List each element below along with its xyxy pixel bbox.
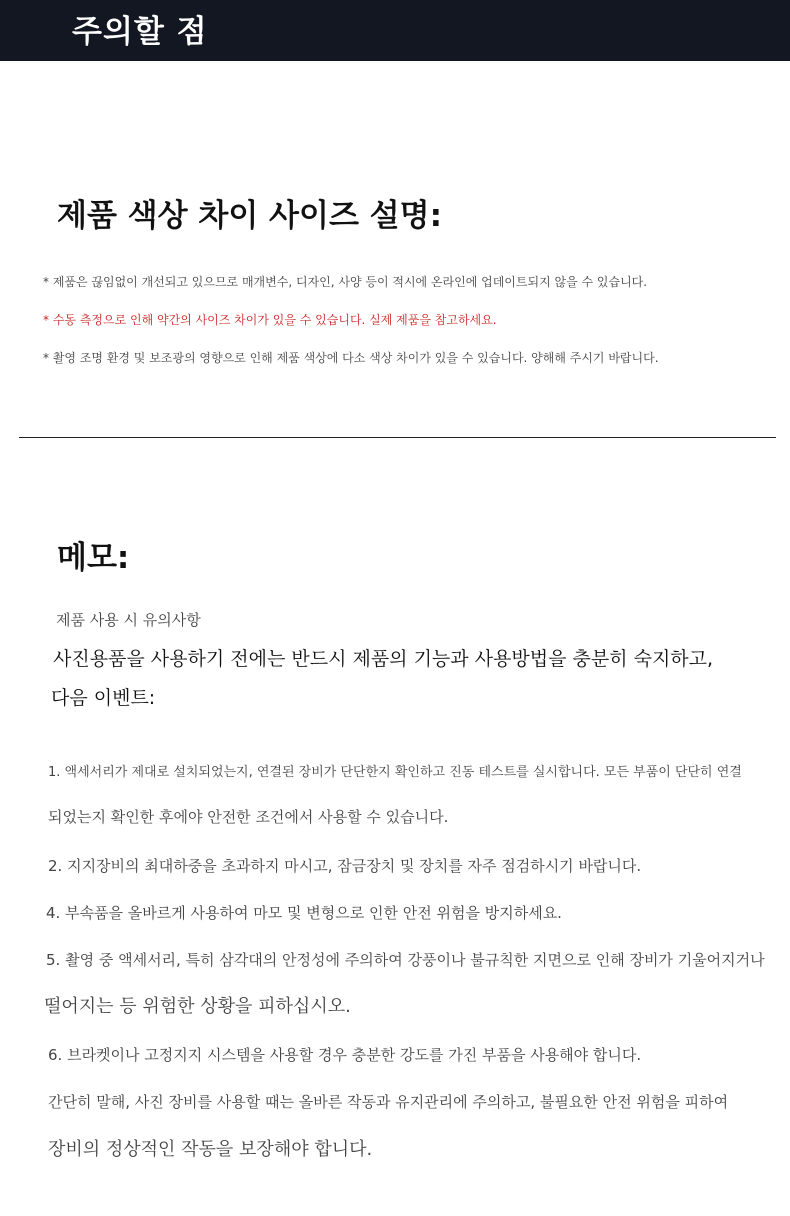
memo-subtitle: 제품 사용 시 유의사항 <box>56 611 201 629</box>
item-6: 6. 브라켓이나 고정지지 시스템을 사용할 경우 충분한 강도를 가진 부품을 사용해야 합니다. <box>48 1046 642 1064</box>
item-5-line-1: 5. 촬영 중 액세서리, 특히 삼각대의 안정성에 주의하여 강풍이나 불규칙한 지면으로 인해 장비가 기울어지거나 <box>46 951 765 969</box>
memo-heading: 메모: <box>57 540 130 576</box>
page-title: 주의할 점 <box>72 14 208 50</box>
note-update: * 제품은 끊임없이 개선되고 있으므로 매개변수, 디자인, 사양 등이 적시에 온라인에 업데이트되지 않을 수 있습니다. <box>43 275 648 289</box>
summary-line-1: 간단히 말해, 사진 장비를 사용할 때는 올바른 작동과 유지관리에 주의하고, 불필요한 안전 위험을 피하여 <box>48 1093 729 1111</box>
item-1-line-1: 1. 액세서리가 제대로 설치되었는지, 연결된 장비가 단단한지 확인하고 진동 테스트를 실시합니다. 모든 부품이 단단히 연결 <box>48 765 742 780</box>
header-bar <box>0 0 790 61</box>
lead-line-1: 사진용품을 사용하기 전에는 반드시 제품의 기능과 사용방법을 충분히 숙지하고, <box>53 648 714 670</box>
note-color-difference: * 촬영 조명 환경 및 보조광의 영향으로 인해 제품 색상에 다소 색상 차이가 있을 수 있습니다. 양해해 주시기 바랍니다. <box>43 351 659 365</box>
color-section-heading: 제품 색상 차이 사이즈 설명: <box>57 198 442 234</box>
note-size-difference: * 수동 측정으로 인해 약간의 사이즈 차이가 있을 수 있습니다. 실제 제품을 참고하세요. <box>43 313 497 327</box>
lead-line-2: 다음 이벤트: <box>51 687 156 709</box>
item-1-line-2: 되었는지 확인한 후에야 안전한 조건에서 사용할 수 있습니다. <box>48 808 449 826</box>
item-2: 2. 지지장비의 최대하중을 초과하지 마시고, 잠금장치 및 장치를 자주 점검하시기 바랍니다. <box>48 857 642 875</box>
item-5-line-2: 떨어지는 등 위험한 상황을 피하십시오. <box>44 996 351 1017</box>
summary-line-2: 장비의 정상적인 작동을 보장해야 합니다. <box>48 1139 373 1160</box>
item-4: 4. 부속품을 올바르게 사용하여 마모 및 변형으로 인한 안전 위험을 방지하세요. <box>46 904 562 922</box>
section-divider <box>19 437 776 438</box>
